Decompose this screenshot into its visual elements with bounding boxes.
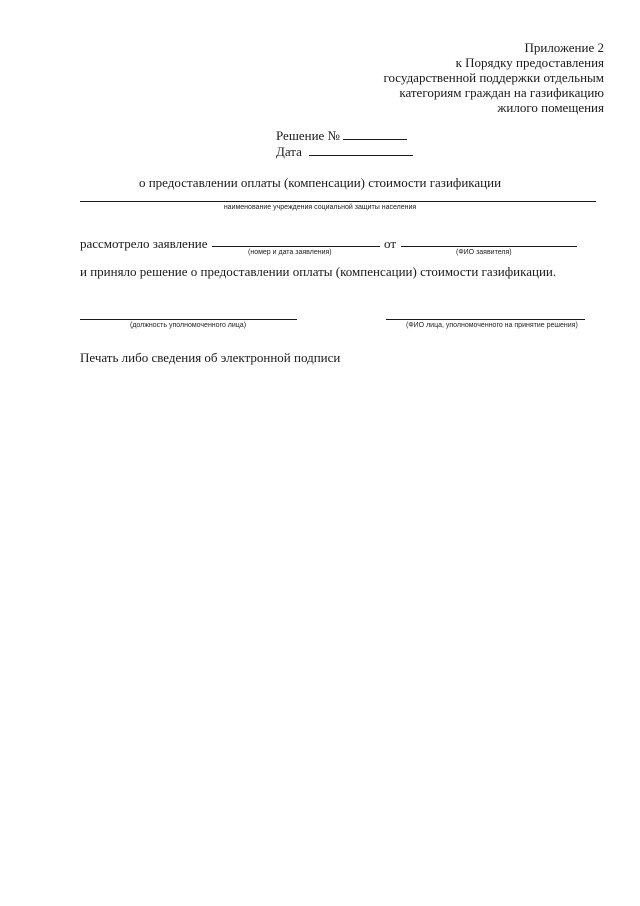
position-field[interactable] [80, 319, 297, 320]
applicant-field[interactable] [401, 246, 577, 247]
appendix-line: государственной поддержки отдельным [383, 70, 604, 85]
official-name-caption: (ФИО лица, уполномоченного на принятие решения) [406, 322, 578, 329]
institution-field[interactable] [80, 201, 596, 202]
decision-number-label: Решение № [276, 128, 340, 143]
application-caption: (номер и дата заявления) [248, 249, 332, 256]
appendix-line: категориям граждан на газификацию [399, 85, 604, 100]
document-subject: о предоставлении оплаты (компенсации) стоимости газификации [138, 175, 502, 190]
decision-date-row [276, 144, 413, 160]
decision-block [276, 128, 413, 160]
considered-label: рассмотрело заявление [80, 236, 208, 251]
appendix-header [383, 40, 604, 115]
from-label: от [384, 236, 397, 251]
institution-caption: наименование учреждения социальной защиты населения [223, 204, 417, 211]
appendix-title: Приложение 2 [524, 40, 604, 55]
position-caption: (должность уполномоченного лица) [130, 322, 247, 329]
decision-text: и приняло решение о предоставлении оплаты (компенсации) стоимости газификации. [80, 264, 557, 279]
seal-note: Печать либо сведения об электронной подписи [80, 350, 341, 365]
decision-date-field[interactable] [309, 144, 413, 156]
applicant-caption: (ФИО заявителя) [456, 249, 512, 256]
application-field[interactable] [212, 246, 380, 247]
appendix-line: к Порядку предоставления [455, 55, 604, 70]
official-name-field[interactable] [386, 319, 585, 320]
decision-date-label: Дата [276, 144, 302, 159]
decision-number-field[interactable] [343, 128, 407, 140]
appendix-line: жилого помещения [497, 100, 604, 115]
decision-number-row [276, 128, 413, 144]
